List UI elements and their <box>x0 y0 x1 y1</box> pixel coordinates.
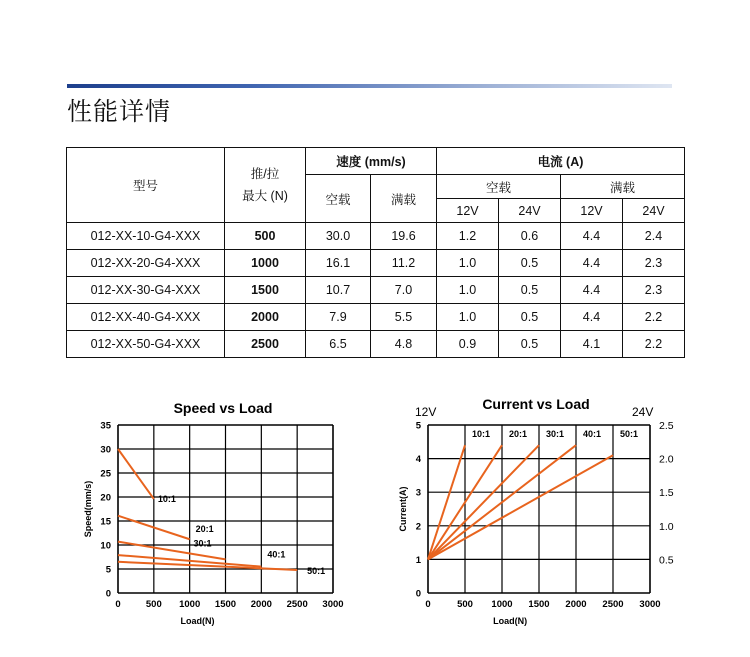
series-label-40-1: 40:1 <box>267 549 286 560</box>
cell-i-no-12: 1.0 <box>437 304 499 331</box>
cell-i-no-12: 1.0 <box>437 277 499 304</box>
y-axis-label: Speed(mm/s) <box>83 480 93 538</box>
cell-i-full-24: 2.4 <box>623 223 685 250</box>
cell-i-full-12: 4.4 <box>561 223 623 250</box>
cell-speed-no: 30.0 <box>306 223 371 250</box>
series-label-20-1: 20:1 <box>509 429 528 439</box>
col-header-current-full-load: 满载 <box>561 175 685 199</box>
x-tick-label: 500 <box>457 599 473 610</box>
series-label-20-1: 20:1 <box>195 524 214 535</box>
cell-model: 012-XX-10-G4-XXX <box>67 223 225 250</box>
cell-i-no-24: 0.5 <box>499 304 561 331</box>
y-tick-label: 10 <box>100 540 111 552</box>
y-tick-label: 15 <box>100 516 111 528</box>
series-line-10-1 <box>118 449 154 499</box>
y-tick-label: 2 <box>415 521 421 533</box>
cell-speed-no: 6.5 <box>306 331 371 358</box>
cell-speed-full: 5.5 <box>371 304 437 331</box>
current-vs-load-chart <box>398 396 674 626</box>
x-tick-label: 3000 <box>322 599 344 610</box>
series-label-30-1: 30:1 <box>546 429 565 439</box>
cell-force: 2500 <box>225 331 306 358</box>
cell-i-full-24: 2.2 <box>623 331 685 358</box>
y-right-tick-label: 1.0 <box>659 520 674 533</box>
series-label-10-1: 10:1 <box>472 429 491 439</box>
y-tick-label: 35 <box>100 420 111 432</box>
col-header-speed-no-load: 空载 <box>306 175 371 223</box>
col-header-no-load-12v: 12V <box>437 199 499 223</box>
chart-title: Speed vs Load <box>173 400 273 416</box>
cell-model: 012-XX-40-G4-XXX <box>67 304 225 331</box>
x-tick-label: 1000 <box>491 599 513 610</box>
series-label-30-1: 30:1 <box>193 538 212 549</box>
y-tick-label: 20 <box>100 492 111 504</box>
x-axis-label: Load(N) <box>493 616 528 626</box>
cell-i-full-12: 4.4 <box>561 277 623 304</box>
cell-force: 500 <box>225 223 306 250</box>
x-tick-label: 0 <box>425 599 431 610</box>
cell-model: 012-XX-20-G4-XXX <box>67 250 225 277</box>
y-tick-label: 3 <box>415 487 421 499</box>
y-tick-label: 4 <box>415 454 421 466</box>
col-header-full-load-12v: 12V <box>561 199 623 223</box>
cell-force: 1000 <box>225 250 306 277</box>
cell-i-no-12: 1.2 <box>437 223 499 250</box>
col-header-speed: 速度 (mm/s) <box>306 148 437 175</box>
y-right-tick-label: 0.5 <box>659 554 674 567</box>
page-title: 性能详情 <box>67 97 172 126</box>
x-tick-label: 1500 <box>528 599 550 610</box>
col-header-full-load-24v: 24V <box>623 199 685 223</box>
y-tick-label: 25 <box>100 468 111 480</box>
x-tick-label: 2000 <box>565 599 587 610</box>
y-tick-label: 5 <box>105 564 111 576</box>
cell-speed-no: 10.7 <box>306 277 371 304</box>
chart-title: Current vs Load <box>482 396 590 412</box>
x-tick-label: 2500 <box>602 599 624 610</box>
cell-speed-no: 16.1 <box>306 250 371 277</box>
series-label-40-1: 40:1 <box>583 429 602 439</box>
cell-i-full-24: 2.2 <box>623 304 685 331</box>
cell-speed-no: 7.9 <box>306 304 371 331</box>
cell-i-no-24: 0.5 <box>499 250 561 277</box>
y-axis-label: Current(A) <box>398 486 408 532</box>
x-tick-label: 500 <box>145 599 162 610</box>
left-axis-voltage-label: 12V <box>415 405 437 419</box>
cell-speed-full: 7.0 <box>371 277 437 304</box>
cell-i-full-12: 4.4 <box>561 304 623 331</box>
cell-i-full-12: 4.1 <box>561 331 623 358</box>
x-axis-label: Load(N) <box>180 616 215 626</box>
x-tick-label: 1500 <box>214 599 237 610</box>
cell-model: 012-XX-30-G4-XXX <box>67 277 225 304</box>
col-header-force-line1: 推/拉 <box>250 167 280 181</box>
y-right-tick-label: 1.5 <box>659 487 674 500</box>
x-tick-label: 1000 <box>179 599 201 610</box>
y-tick-label: 5 <box>415 420 421 432</box>
cell-force: 1500 <box>225 277 306 304</box>
speed-vs-load-chart <box>83 400 344 626</box>
cell-i-full-24: 2.3 <box>623 250 685 277</box>
col-header-model: 型号 <box>67 148 225 223</box>
x-tick-label: 2000 <box>250 599 272 610</box>
cell-i-no-12: 1.0 <box>437 250 499 277</box>
cell-i-full-24: 2.3 <box>623 277 685 304</box>
x-tick-label: 3000 <box>639 599 661 610</box>
y-tick-label: 30 <box>100 444 111 456</box>
col-header-current: 电流 (A) <box>437 148 685 175</box>
x-tick-label: 2500 <box>286 599 308 610</box>
y-tick-label: 0 <box>415 588 421 600</box>
y-right-tick-label: 2.5 <box>659 420 674 432</box>
cell-model: 012-XX-50-G4-XXX <box>67 331 225 358</box>
cell-speed-full: 19.6 <box>371 223 437 250</box>
col-header-current-no-load: 空载 <box>437 175 561 199</box>
col-header-speed-full-load: 满载 <box>371 175 437 223</box>
series-label-50-1: 50:1 <box>307 565 326 576</box>
cell-i-no-12: 0.9 <box>437 331 499 358</box>
cell-i-no-24: 0.5 <box>499 277 561 304</box>
y-tick-label: 0 <box>105 588 111 600</box>
cell-i-no-24: 0.5 <box>499 331 561 358</box>
cell-i-no-24: 0.6 <box>499 223 561 250</box>
series-label-10-1: 10:1 <box>157 493 176 504</box>
x-tick-label: 0 <box>115 599 121 610</box>
cell-speed-full: 11.2 <box>371 250 437 277</box>
col-header-force-line2: 最大 (N) <box>242 189 288 203</box>
cell-force: 2000 <box>225 304 306 331</box>
col-header-no-load-24v: 24V <box>499 199 561 223</box>
cell-i-full-12: 4.4 <box>561 250 623 277</box>
series-label-50-1: 50:1 <box>620 429 639 439</box>
y-tick-label: 1 <box>415 554 421 566</box>
right-axis-voltage-label: 24V <box>632 405 654 419</box>
y-right-tick-label: 2.0 <box>659 453 674 466</box>
series-line-30-1 <box>428 445 539 559</box>
cell-speed-full: 4.8 <box>371 331 437 358</box>
